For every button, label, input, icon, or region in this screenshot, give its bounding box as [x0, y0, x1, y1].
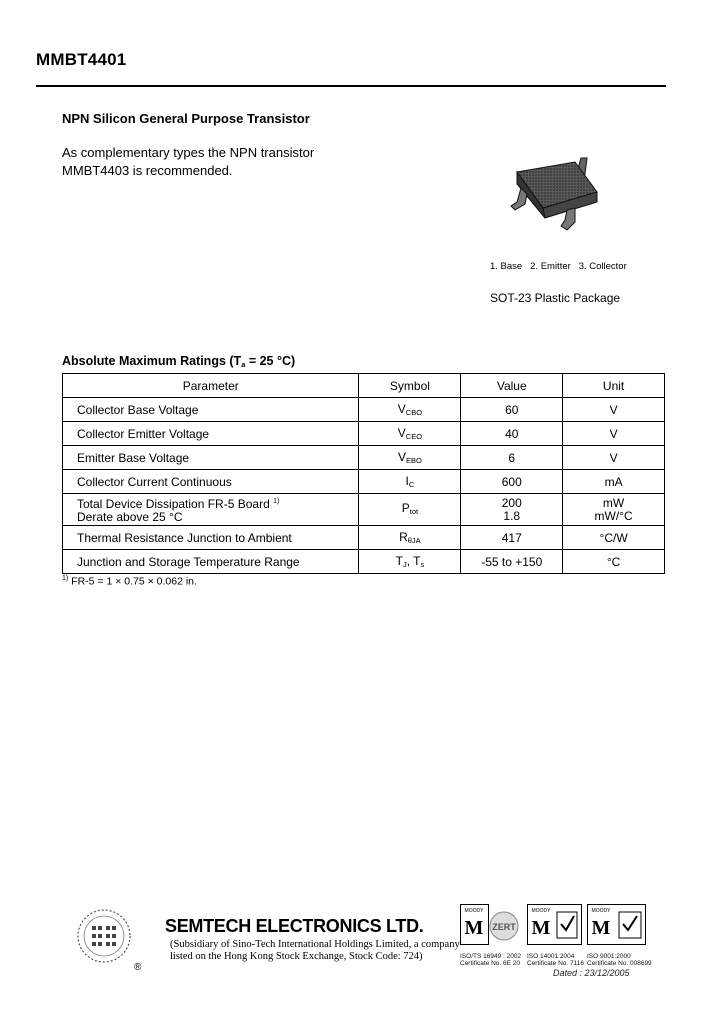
table-row: [63, 398, 665, 422]
certification-badge-iso9001: [587, 904, 645, 954]
symbol-cell: $R_{\theta JA}$: [359, 526, 461, 550]
symbol-cell: $P_{tot}$: [359, 494, 461, 526]
table-row: [63, 446, 665, 470]
column-header-unit: Unit: [563, 374, 665, 398]
certification-badge-iso14001: [527, 904, 585, 954]
table-row: [63, 422, 665, 446]
unit-cell: °C/W: [563, 526, 665, 550]
column-header-value: Value: [461, 374, 563, 398]
parameter-cell: Collector Emitter Voltage: [63, 422, 359, 446]
svg-text:MOODY: MOODY: [531, 908, 551, 914]
table-row: [63, 526, 665, 550]
value-cell: 6: [461, 446, 563, 470]
part-number-title: MMBT4401: [36, 50, 127, 69]
company-subsidiary-line-2: listed on the Hong Kong Stock Exchange, Stock Code: 724): [170, 951, 423, 962]
value-cell: 200 1.8: [461, 494, 563, 526]
cert-number-iso9001: Certificate No. 008699: [587, 960, 652, 967]
unit-cell: V: [563, 398, 665, 422]
svg-text:MOODY: MOODY: [464, 908, 484, 914]
description-line-2: MMBT4403 is recommended.: [62, 163, 233, 178]
table-row: [63, 494, 665, 526]
package-pin-legend: 1. Base 2. Emitter 3. Collector: [490, 261, 627, 272]
unit-cell: °C: [563, 550, 665, 574]
svg-text:M: M: [531, 917, 551, 939]
cert-number-ts16949: Certificate No. 6E 20: [460, 960, 520, 967]
value-cell: 60: [461, 398, 563, 422]
parameter-cell: Total Device Dissipation FR-5 Board $^{1)}$ Derate above 25 °C: [63, 494, 359, 526]
title-divider: [36, 85, 666, 87]
unit-cell: V: [563, 422, 665, 446]
table-row: [63, 550, 665, 574]
parameter-cell: Collector Base Voltage: [63, 398, 359, 422]
parameter-cell: Junction and Storage Temperature Range: [63, 550, 359, 574]
cert-label-iso9001: ISO 9001:2000: [587, 953, 631, 960]
symbol-cell: $V_{EBO}$: [359, 446, 461, 470]
table-footnote: $^{1)}$ FR-5 = 1 × 0.75 × 0.062 in.: [62, 575, 197, 588]
table-row: [63, 470, 665, 494]
unit-cell: mW mW/°C: [563, 494, 665, 526]
unit-cell: V: [563, 446, 665, 470]
svg-text:ZERT: ZERT: [492, 922, 516, 932]
registered-mark: ®: [134, 962, 142, 973]
svg-text:M: M: [464, 917, 484, 939]
symbol-cell: $V_{CEO}$: [359, 422, 461, 446]
company-subsidiary-line-1: (Subsidiary of Sino-Tech International Holdings Limited, a company: [170, 939, 460, 950]
value-cell: 417: [461, 526, 563, 550]
ratings-heading: Absolute Maximum Ratings ($T_a = 25$ °C): [62, 354, 296, 369]
symbol-cell: $T_J$, $T_s$: [359, 550, 461, 574]
certification-badge-ts16949: [460, 904, 518, 954]
parameter-cell: Emitter Base Voltage: [63, 446, 359, 470]
package-name: SOT-23 Plastic Package: [490, 291, 621, 305]
sot23-package-image: [505, 150, 615, 240]
value-cell: 600: [461, 470, 563, 494]
cert-label-iso14001: ISO 14001:2004: [527, 953, 575, 960]
symbol-cell: $V_{CBO}$: [359, 398, 461, 422]
svg-text:MOODY: MOODY: [591, 908, 611, 914]
column-header-parameter: Parameter: [63, 374, 359, 398]
company-name: SEMTECH ELECTRONICS LTD.: [165, 916, 424, 936]
document-date: Dated : 23/12/2005: [553, 968, 630, 978]
unit-cell: mA: [563, 470, 665, 494]
svg-text:M: M: [591, 917, 611, 939]
parameter-cell: Collector Current Continuous: [63, 470, 359, 494]
cert-label-ts16949: ISO/TS 16949 : 2002: [460, 953, 522, 960]
value-cell: 40: [461, 422, 563, 446]
parameter-cell: Thermal Resistance Junction to Ambient: [63, 526, 359, 550]
document-subtitle: NPN Silicon General Purpose Transistor: [62, 111, 310, 126]
value-cell: -55 to +150: [461, 550, 563, 574]
semtech-logo-icon: [76, 908, 132, 964]
absolute-maximum-ratings-table: [62, 373, 665, 574]
description-line-1: As complementary types the NPN transistor: [62, 145, 315, 160]
symbol-cell: $I_C$: [359, 470, 461, 494]
table-header-row: [63, 374, 665, 398]
cert-number-iso14001: Certificate No. 7116: [527, 960, 584, 967]
column-header-symbol: Symbol: [359, 374, 461, 398]
